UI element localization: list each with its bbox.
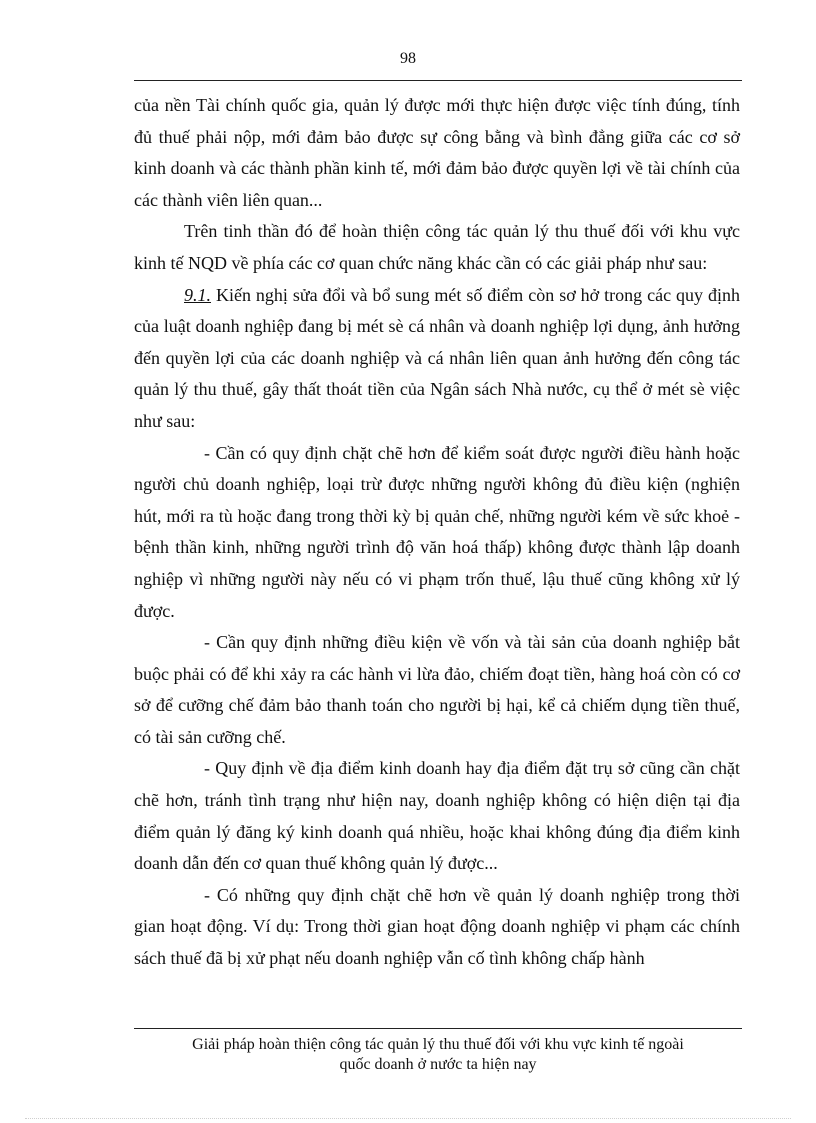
footer-divider (134, 1028, 742, 1029)
section-text: Kiến nghị sửa đổi và bổ sung mét số điểm còn sơ hở trong các quy định của luật doanh nghiệp đang bị mét sè cá nhân và doanh nghiệp lợi dụng, ảnh hưởng đến quyền lợi của các doanh nghiệp và cá nhân liên quan ảnh hưởng đến công tác quản lý thu thuế, gây thất thoát tiền của Ngân sách Nhà nước, cụ thể ở mét sè việc như sau: (134, 284, 740, 431)
paragraph-intro: Trên tinh thần đó để hoàn thiện công tác quản lý thu thuế đối với khu vực kinh tế NQD về phía các cơ quan chức năng khác cần có các giải pháp như sau: (134, 221, 740, 273)
section-9-1 (134, 280, 740, 438)
header-divider (134, 80, 742, 81)
page-bottom-border (25, 1118, 791, 1119)
footer-line-2: quốc doanh ở nước ta hiện nay (339, 1056, 537, 1073)
paragraph-continuation: của nền Tài chính quốc gia, quản lý được mới thực hiện được việc tính đúng, tính đủ thuế phải nộp, mới đảm bảo được sự công bằng và bình đẳng giữa các cơ sở kinh doanh và các thành phần kinh tế, mới đảm bảo được quyền lợi về tài chính của các thành viên liên quan... (134, 95, 740, 210)
bullet-item-4: - Có những quy định chặt chẽ hơn về quản lý doanh nghiệp trong thời gian hoạt động. Ví dụ: Trong thời gian hoạt động doanh nghiệp vi phạm các chính sách thuế đã bị xử phạt nếu doanh nghiệp vẫn cố tình không chấp hành (134, 884, 740, 969)
bullet-item-1: - Cần có quy định chặt chẽ hơn để kiểm soát được người điều hành hoặc người chủ doanh nghiệp, loại trừ được những người không đủ điều kiện (nghiện hút, mới ra tù hoặc đang trong thời kỳ bị quản chế, những người kém về sức khoẻ - bệnh thần kinh, những người trình độ văn hoá thấp) không được thành lập doanh nghiệp vì những người này nếu có vi phạm trốn thuế, lậu thuế cũng không xử lý được. (134, 442, 740, 621)
section-number: 9.1. (184, 284, 211, 305)
page-number: 98 (400, 50, 416, 67)
footer-line-1: Giải pháp hoàn thiện công tác quản lý thu thuế đối với khu vực kinh tế ngoài (192, 1036, 684, 1053)
bullet-item-3: - Quy định về địa điểm kinh doanh hay địa điểm đặt trụ sở cũng cần chặt chẽ hơn, tránh tình trạng như hiện nay, doanh nghiệp không có hiện diện tại địa điểm quản lý đăng ký kinh doanh quá nhiều, hoặc khai không đúng địa điểm kinh doanh dẫn đến cơ quan thuế không quản lý được... (134, 758, 740, 874)
document-body (134, 90, 740, 975)
running-footer (134, 1035, 742, 1075)
bullet-item-2: - Cần quy định những điều kiện về vốn và tài sản của doanh nghiệp bắt buộc phải có để khi xảy ra các hành vi lừa đảo, chiếm đoạt tiền, hàng hoá còn có cơ sở để cưỡng chế đảm bảo thanh toán cho người bị hại, kể cả chiếm dụng tiền thuế, có tài sản cưỡng chế. (134, 632, 740, 747)
